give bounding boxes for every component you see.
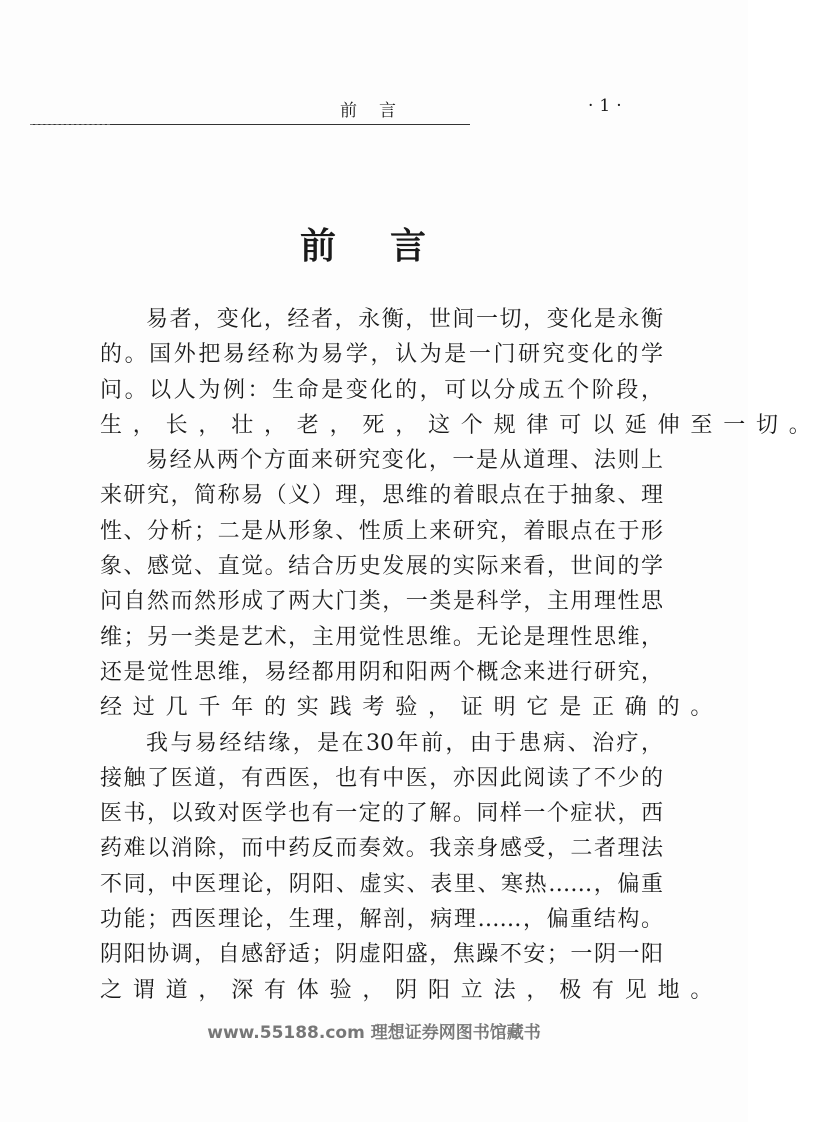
text-line: 问自然而然形成了两大门类，一类是科学，主用理性思 (100, 589, 663, 615)
text-line: 阴阳协调，自感舒适；阴虚阳盛，焦躁不安；一阴一阳 (100, 942, 663, 968)
text-line: 维；另一类是艺术，主用觉性思维。无论是理性思维， (100, 624, 663, 650)
watermark: www.55188.com 理想证券网图书馆藏书 (207, 1023, 541, 1043)
text-line: 经过几千年的实践考验，证明它是正确的。 (100, 695, 724, 721)
text-line: 我与易经结缘，是在30年前，由于患病、治疗， (146, 730, 663, 756)
text-line: 来研究，简称易（义）理，思维的着眼点在于抽象、理 (100, 483, 663, 509)
running-title: 前言 (340, 101, 418, 121)
text-line: 医书，以致对医学也有一定的了解。同样一个症状，西 (100, 801, 663, 827)
text-line: 药难以消除，而中药反而奏效。我亲身感受，二者理法 (100, 836, 663, 862)
text-line: 不同，中医理论，阴阳、虚实、表里、寒热……，偏重 (100, 871, 663, 897)
paragraph (100, 302, 822, 443)
text-line: 还是觉性思维，易经都用阴和阳两个概念来进行研究， (100, 659, 663, 685)
chapter-title: 前言 (300, 226, 481, 267)
text-line: 的。国外把易经称为易学，认为是一门研究变化的学 (100, 342, 663, 368)
paragraph (100, 726, 724, 1008)
text-line: 性、分析；二是从形象、性质上来研究，着眼点在于形 (100, 518, 663, 544)
text-line: 接触了医道，有西医，也有中医，亦因此阅读了不少的 (100, 765, 663, 791)
body-text (100, 302, 822, 1008)
header-rule-dash (30, 124, 110, 125)
text-line: 之谓道，深有体验，阴阳立法，极有见地。 (100, 977, 724, 1003)
text-line: 易经从两个方面来研究变化，一是从道理、法则上 (146, 448, 663, 474)
text-line: 功能；西医理论，生理，解剖，病理……，偏重结构。 (100, 907, 663, 933)
text-line: 问。以人为例：生命是变化的，可以分成五个阶段， (100, 377, 663, 403)
page-number: ·1· (588, 96, 628, 116)
paragraph (100, 443, 724, 725)
text-line: 易者，变化，经者，永衡，世间一切，变化是永衡 (146, 307, 663, 332)
text-line: 象、感觉、直觉。结合历史发展的实际来看，世间的学 (100, 554, 663, 580)
text-line: 生，长，壮，老，死，这个规律可以延伸至一切。 (100, 412, 822, 438)
